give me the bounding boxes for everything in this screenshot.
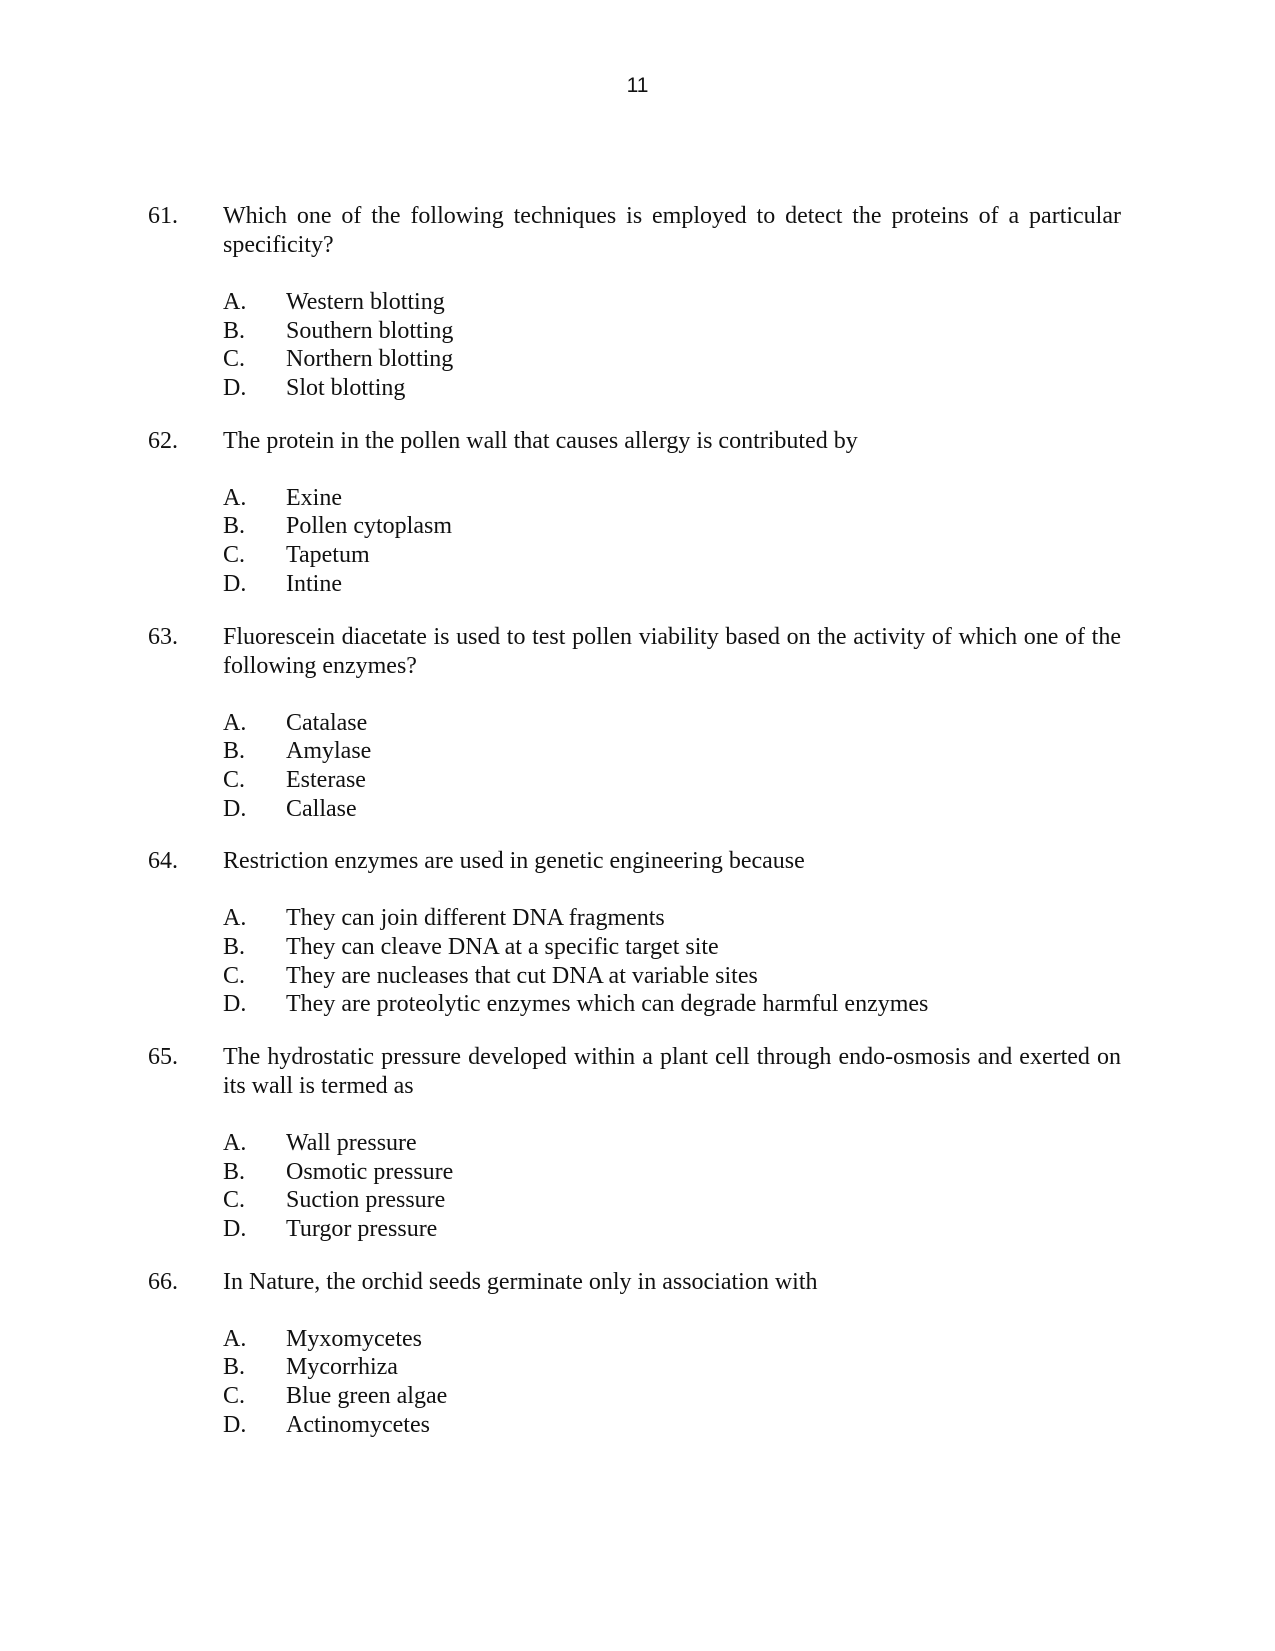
option-text: Northern blotting [286, 346, 454, 373]
question-63 [0, 623, 1275, 824]
option-text: Tapetum [286, 542, 370, 569]
option-b [0, 933, 1275, 962]
option-text: They can join different DNA fragments [286, 905, 665, 932]
question-65 [0, 1043, 1275, 1244]
option-text: They are nucleases that cut DNA at variable sites [286, 962, 758, 989]
question-number: 62. [148, 427, 178, 454]
option-letter: B. [223, 317, 246, 344]
question-number: 64. [148, 848, 178, 875]
question-number: 63. [148, 623, 178, 650]
option-b [0, 737, 1275, 766]
option-letter: B. [223, 933, 246, 960]
question-text: The hydrostatic pressure developed within a plant cell through endo-osmosis and exerted on its wall is termed as [223, 1044, 1121, 1099]
option-list [0, 709, 1275, 824]
option-letter: A. [223, 709, 247, 736]
option-text: Callase [286, 795, 357, 822]
option-letter: D. [223, 795, 247, 822]
option-letter: D. [223, 1411, 247, 1438]
option-text: Suction pressure [286, 1187, 446, 1214]
option-a [0, 288, 1275, 317]
question-number: 66. [148, 1268, 178, 1295]
option-letter: A. [223, 905, 247, 932]
option-b [0, 1158, 1275, 1187]
option-letter: D. [223, 1216, 247, 1243]
option-letter: B. [223, 513, 246, 540]
option-text: Intine [286, 570, 342, 597]
option-letter: A. [223, 484, 247, 511]
question-number: 61. [148, 203, 178, 229]
option-a [0, 484, 1275, 513]
question-64 [0, 847, 1275, 1019]
option-d [0, 1215, 1275, 1244]
option-text: They are proteolytic enzymes which can degrade harmful enzymes [286, 991, 929, 1018]
option-c [0, 541, 1275, 570]
option-letter: A. [223, 1325, 247, 1352]
option-text: Osmotic pressure [286, 1158, 454, 1185]
option-c [0, 766, 1275, 795]
question-text: The protein in the pollen wall that causes allergy is contributed by [223, 427, 858, 454]
option-letter: C. [223, 346, 246, 373]
option-text: Blue green algae [286, 1383, 448, 1410]
option-list [0, 1325, 1275, 1440]
option-d [0, 795, 1275, 824]
option-c [0, 1186, 1275, 1215]
option-text: Mycorrhiza [286, 1354, 398, 1381]
option-letter: B. [223, 1354, 246, 1381]
option-a [0, 1325, 1275, 1354]
option-letter: D. [223, 991, 247, 1018]
option-d [0, 570, 1275, 599]
option-text: Actinomycetes [286, 1411, 430, 1438]
option-d [0, 374, 1275, 403]
option-a [0, 904, 1275, 933]
option-letter: C. [223, 962, 246, 989]
option-letter: D. [223, 375, 247, 402]
option-text: Amylase [286, 738, 372, 765]
option-a [0, 709, 1275, 738]
option-c [0, 345, 1275, 374]
option-text: Slot blotting [286, 375, 406, 402]
option-text: Western blotting [286, 289, 445, 315]
page-number: 11 [626, 74, 649, 97]
option-text: They can cleave DNA at a specific target site [286, 933, 719, 960]
question-text: Restriction enzymes are used in genetic engineering because [223, 848, 805, 875]
option-list [0, 288, 1275, 403]
option-text: Wall pressure [286, 1130, 417, 1156]
option-c [0, 1382, 1275, 1411]
option-list [0, 1129, 1275, 1244]
option-text: Catalase [286, 709, 368, 736]
option-b [0, 512, 1275, 541]
option-b [0, 1353, 1275, 1382]
option-text: Myxomycetes [286, 1325, 422, 1352]
option-letter: C. [223, 542, 246, 569]
option-letter: A. [223, 1130, 247, 1156]
option-text: Southern blotting [286, 317, 454, 344]
option-b [0, 317, 1275, 346]
option-text: Turgor pressure [286, 1216, 438, 1243]
option-letter: B. [223, 1158, 246, 1185]
option-d [0, 1411, 1275, 1440]
option-text: Pollen cytoplasm [286, 513, 452, 540]
question-text: In Nature, the orchid seeds germinate only in association with [223, 1268, 818, 1295]
question-61 [0, 202, 1275, 403]
question-list [0, 202, 1275, 1464]
option-letter: C. [223, 1187, 246, 1214]
option-text: Esterase [286, 766, 366, 793]
question-text: Fluorescein diacetate is used to test pollen viability based on the activity of which one of the following enzymes? [223, 623, 1121, 679]
option-list [0, 484, 1275, 599]
option-letter: C. [223, 1383, 246, 1410]
option-text: Exine [286, 484, 342, 511]
option-c [0, 962, 1275, 991]
question-number: 65. [148, 1044, 178, 1070]
question-62 [0, 427, 1275, 599]
option-letter: D. [223, 570, 247, 597]
option-letter: B. [223, 738, 246, 765]
question-text: Which one of the following techniques is employed to detect the proteins of a particular specificity? [223, 203, 1121, 258]
question-66 [0, 1268, 1275, 1440]
option-letter: A. [223, 289, 247, 315]
option-a [0, 1129, 1275, 1158]
option-d [0, 990, 1275, 1019]
option-letter: C. [223, 766, 246, 793]
option-list [0, 904, 1275, 1019]
